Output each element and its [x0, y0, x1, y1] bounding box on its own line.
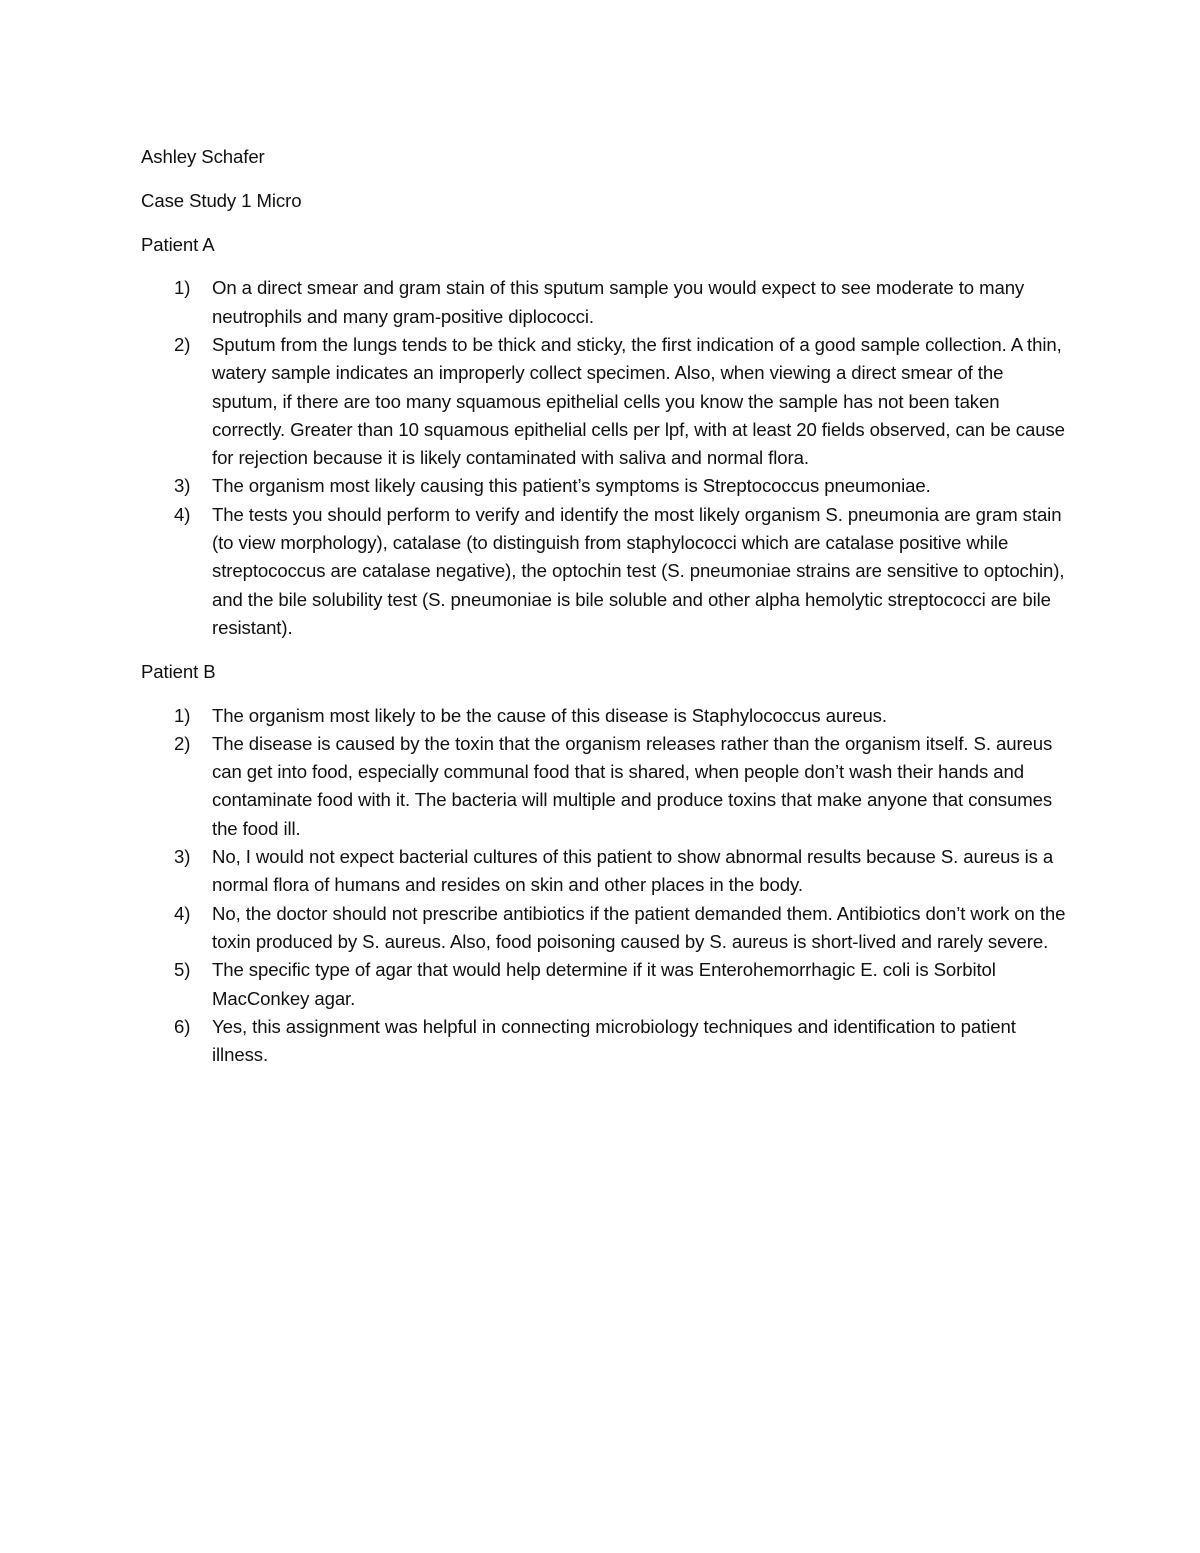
list-item-text: Yes, this assignment was helpful in connecting microbiology techniques and identification to patient illness.	[212, 1015, 1016, 1066]
list-item-number: 2)	[174, 333, 191, 355]
list-item	[141, 331, 1071, 472]
patient-b-answer-list	[141, 702, 1071, 1070]
list-item-number: 3)	[174, 846, 191, 868]
assignment-title: Case Study 1 Micro	[141, 189, 302, 211]
list-item-text: The organism most likely to be the cause of this disease is Staphylococcus aureus.	[212, 704, 887, 726]
list-item-number: 3)	[174, 475, 191, 497]
list-item-text: Sputum from the lungs tends to be thick and sticky, the first indication of a good sample collection. A thin, watery sample indicates an improperly collect specimen. Also, when viewing a direct smear of the sputum, if there are too many squamous epithelial cells you know the sample has not been taken correctly. Greater than 10 squamous epithelial cells per lpf, with at least 20 fields observed, can be cause for rejection because it is likely contaminated with saliva and normal flora.	[212, 333, 1065, 469]
list-item	[141, 702, 1071, 730]
list-item-number: 6)	[174, 1015, 191, 1037]
list-item-number: 4)	[174, 902, 191, 924]
author-name: Ashley Schafer	[141, 146, 265, 167]
list-item-number: 5)	[174, 959, 191, 981]
list-item-number: 4)	[174, 503, 191, 525]
list-item-number: 1)	[174, 277, 191, 299]
list-item-text: On a direct smear and gram stain of this sputum sample you would expect to see moderate to many neutrophils and many gram-positive diplococci.	[212, 277, 1025, 327]
list-item-text: The tests you should perform to verify and identify the most likely organism S. pneumonia are gram stain (to view morphology), catalase (to distinguish from staphylococci which are catalase positive while streptococcus are catalase negative), the optochin test (S. pneumoniae strains are sensitive to optochin), and the bile solubility test (S. pneumoniae is bile soluble and other alpha hemolytic streptococci are bile resistant).	[212, 503, 1065, 638]
list-item	[141, 956, 1071, 1013]
list-item	[141, 843, 1071, 900]
list-item	[141, 730, 1071, 843]
list-item-text: The disease is caused by the toxin that the organism releases rather than the organism itself. S. aureus can get into food, especially communal food that is shared, when people don’t wash their hands and contaminate food with it. The bacteria will multiple and produce toxins that make anyone that consumes the food ill.	[212, 732, 1053, 839]
document-body	[141, 143, 1071, 1085]
list-item-text: The specific type of agar that would help determine if it was Enterohemorrhagic E. coli is Sorbitol MacConkey agar.	[212, 959, 996, 1009]
list-item	[141, 1013, 1071, 1070]
list-item	[141, 900, 1071, 957]
list-item-text: The organism most likely causing this patient’s symptoms is Streptococcus pneumoniae.	[212, 475, 931, 497]
section-heading-patient-b: Patient B	[141, 660, 216, 682]
list-item	[141, 472, 1071, 500]
section-heading-patient-a: Patient A	[141, 233, 215, 255]
list-item	[141, 274, 1071, 331]
list-item	[141, 501, 1071, 642]
patient-a-answer-list	[141, 274, 1071, 642]
list-item-text: No, the doctor should not prescribe antibiotics if the patient demanded them. Antibiotics don’t work on the toxin produced by S. aureus. Also, food poisoning caused by S. aureus is short-lived and rarely severe.	[212, 902, 1066, 952]
list-item-number: 2)	[174, 732, 191, 754]
list-item-number: 1)	[174, 704, 191, 726]
list-item-text: No, I would not expect bacterial cultures of this patient to show abnormal results because S. aureus is a normal flora of humans and resides on skin and other places in the body.	[212, 846, 1054, 896]
